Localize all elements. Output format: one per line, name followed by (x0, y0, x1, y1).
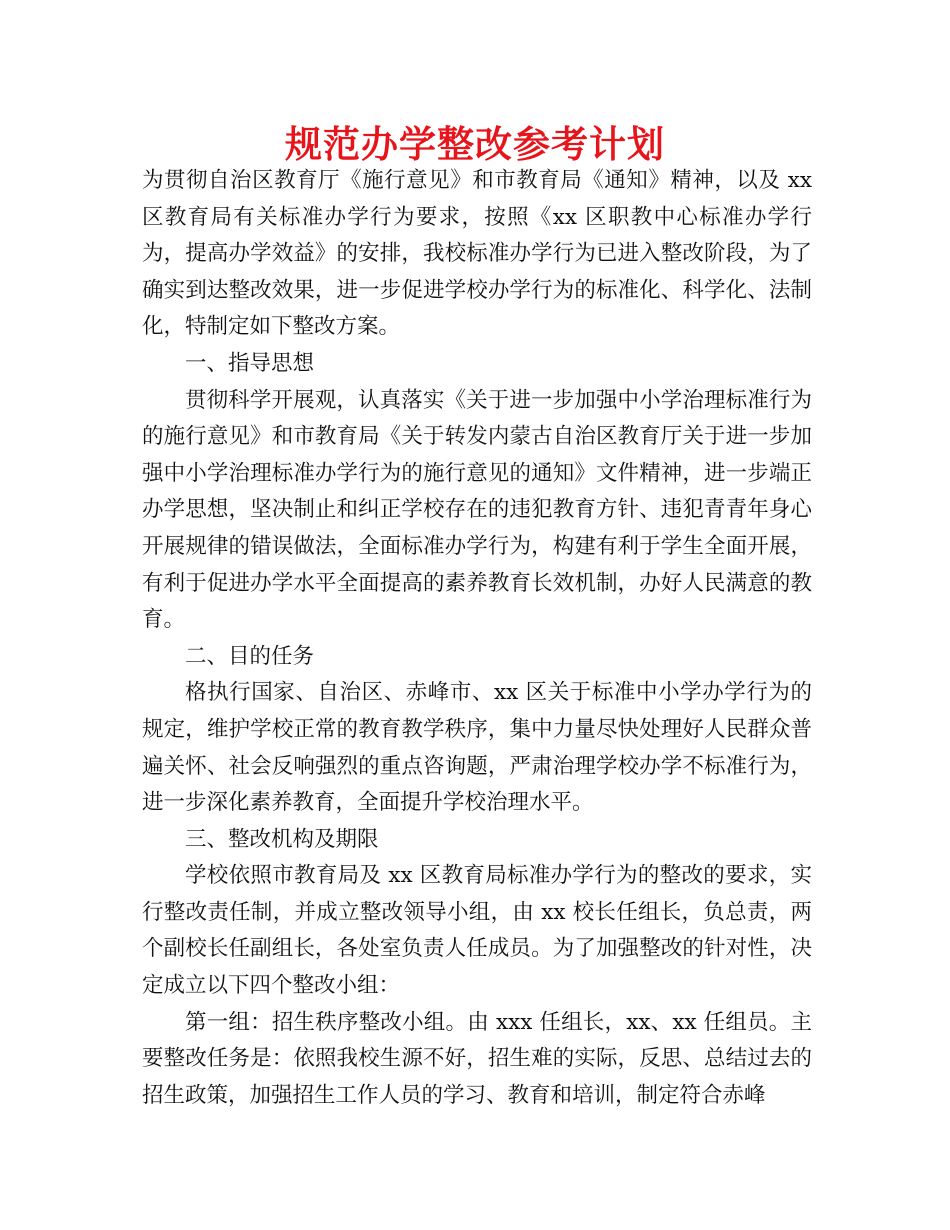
document-body (142, 163, 812, 1114)
organization-paragraph: 学校依照市教育局及 xx 区教育局标准办学行为的整改的要求，实行整改责任制，并成立整改领导小组，由 xx 校长任组长，负总责，两个副校长任副组长，各处室负责人任成员。为了加强整改的针对性，决定成立以下四个整改小组： (142, 863, 812, 999)
document-title: 规范办学整改参考计划 (285, 123, 665, 166)
objectives-paragraph: 格执行国家、自治区、赤峰市、xx 区关于标准中小学办学行为的规定，维护学校正常的教育教学秩序，集中力量尽快处理好人民群众普遍关怀、社会反响强烈的重点咨询题，严肃治理学校办学不标准行为，进一步深化素养教育，全面提升学校治理水平。 (142, 680, 812, 816)
section-heading-guiding-thought: 一、指导思想 (185, 350, 315, 376)
section-heading-organization: 三、整改机构及期限 (185, 826, 379, 852)
section-heading-objectives: 二、目的任务 (185, 643, 315, 669)
intro-paragraph: 为贯彻自治区教育厅《施行意见》和市教育局《通知》精神，以及 xx 区教育局有关标准办学行为要求，按照《xx 区职教中心标准办学行为，提高办学效益》的安排，我校标准办学行为已进入整改阶段，为了确实到达整改效果，进一步促进学校办学行为的标准化、科学化、法制化，特制定如下整改方案。 (142, 168, 812, 340)
group-one-paragraph: 第一组：招生秩序整改小组。由 xxx 任组长，xx、xx 任组员。主要整改任务是：依照我校生源不好，招生难的实际，反思、总结过去的招生政策，加强招生工作人员的学习、教育和培训，制定符合赤峰 (142, 1009, 812, 1108)
guiding-thought-paragraph: 贯彻科学开展观，认真落实《关于进一步加强中小学治理标准行为的施行意见》和市教育局《关于转发内蒙古自治区教育厅关于进一步加强中小学治理标准办学行为的施行意见的通知》文件精神，进一步端正办学思想，坚决制止和纠正学校存在的违犯教育方针、违犯青青年身心开展规律的错误做法，全面标准办学行为，构建有利于学生全面开展，有利于促进办学水平全面提高的素养教育长效机制，办好人民满意的教育。 (142, 387, 812, 633)
